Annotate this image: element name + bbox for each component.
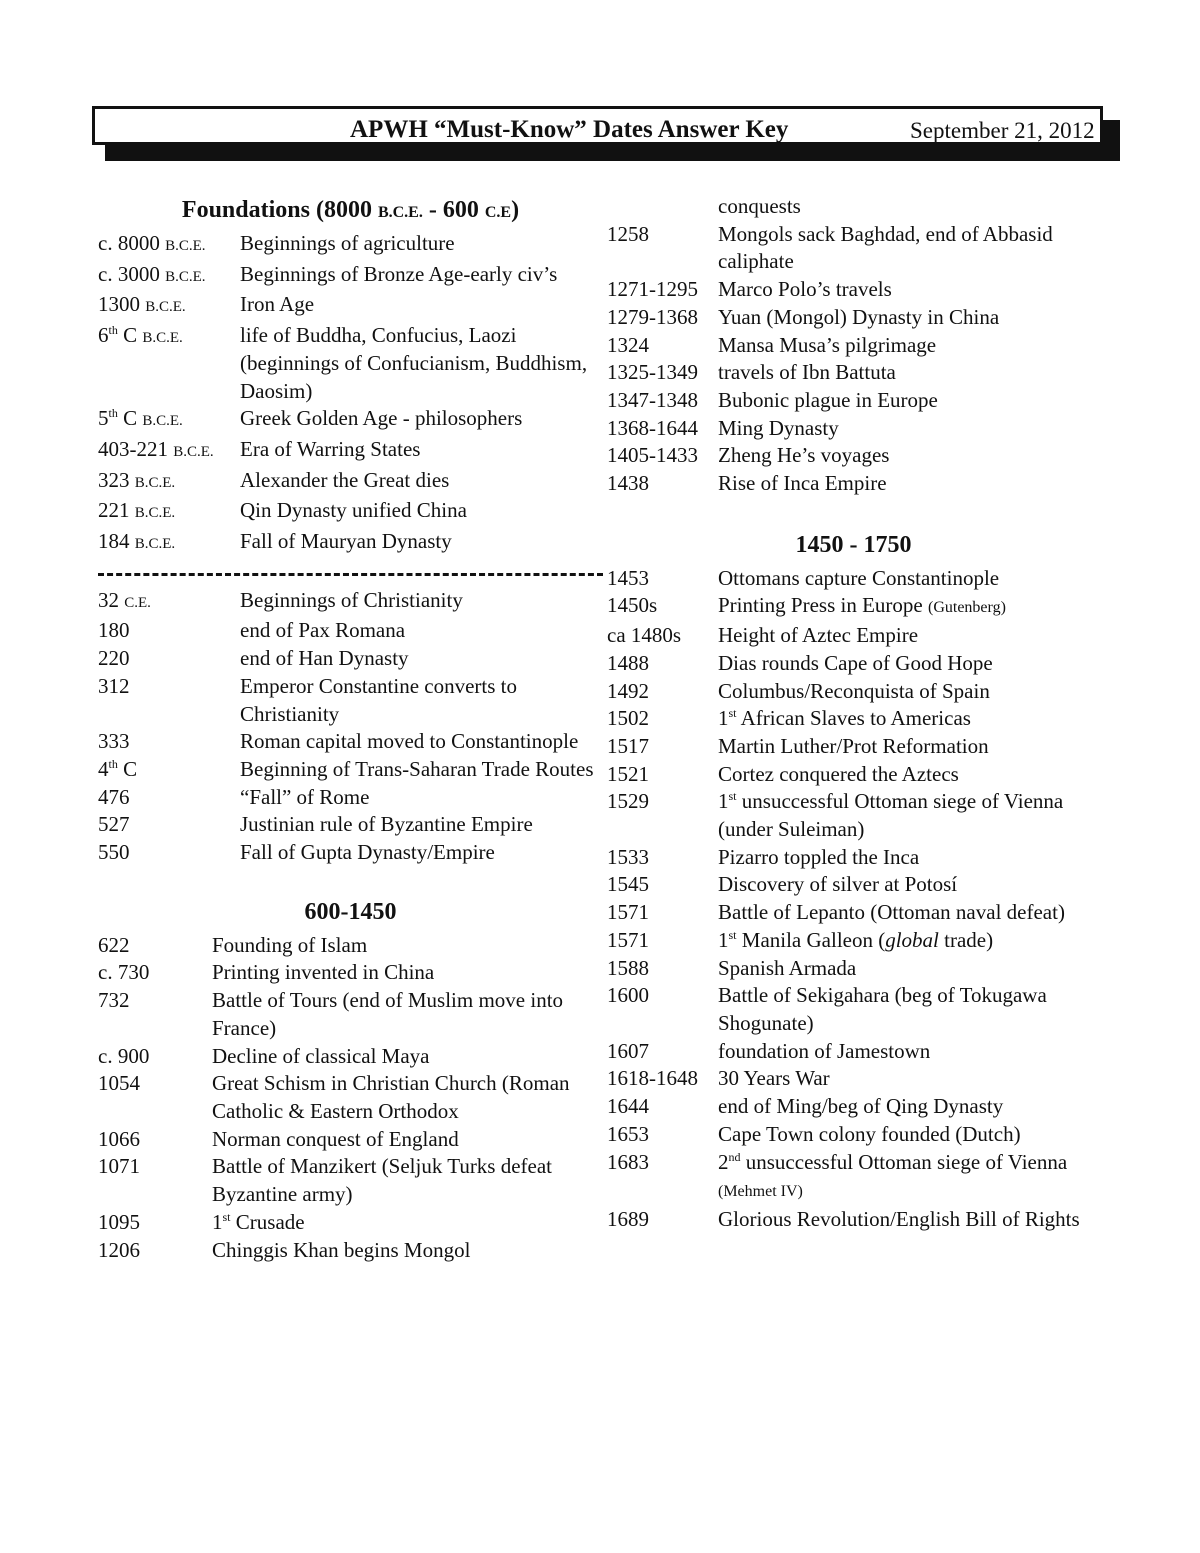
entry-date: 1533 xyxy=(607,844,649,869)
entry-event: “Fall” of Rome xyxy=(240,784,370,809)
period-600-1450-list-continued xyxy=(607,193,1100,498)
period-600-1450-list xyxy=(98,932,603,1264)
entry-date: c. 8000 B.C.E. xyxy=(98,231,206,255)
entry-date: 221 B.C.E. xyxy=(98,498,176,523)
entry-event: life of Buddha, Confucius, Laozi (beginnings of Confucianism, Buddhism, Daosim) xyxy=(240,323,588,403)
entry-event: Bubonic plague in Europe xyxy=(718,387,938,412)
entry-event: end of Pax Romana xyxy=(240,618,406,643)
entry-date: 32 C.E. xyxy=(98,587,151,612)
entry-event: Mansa Musa’s pilgrimage xyxy=(718,332,937,357)
timeline-entry xyxy=(607,1149,1100,1206)
timeline-entry xyxy=(98,322,603,405)
timeline-entry xyxy=(607,1206,1100,1234)
entry-event: Great Schism in Christian Church (Roman Catholic & Eastern Orthodox xyxy=(212,1071,570,1123)
timeline-entry xyxy=(607,622,1100,650)
entry-date: 1438 xyxy=(607,471,649,496)
entry-date: 1453 xyxy=(607,565,649,590)
timeline-entry xyxy=(98,756,603,784)
entry-event: Justinian rule of Byzantine Empire xyxy=(240,812,533,837)
entry-date: 184 B.C.E. xyxy=(98,529,176,554)
entry-date: 333 xyxy=(98,729,130,754)
entry-date: c. 730 xyxy=(98,960,150,985)
entry-date: 1405-1433 xyxy=(607,443,698,468)
entry-date: 1529 xyxy=(607,789,649,814)
timeline-entry xyxy=(98,405,603,436)
entry-date: 732 xyxy=(98,988,130,1013)
entry-event: Battle of Lepanto (Ottoman naval defeat) xyxy=(718,900,1065,925)
entry-date: 4th C xyxy=(98,756,138,781)
entry-date: 1683 xyxy=(607,1149,649,1174)
timeline-entry xyxy=(98,839,603,867)
entry-event: Iron Age xyxy=(240,292,315,317)
entry-date: c. 900 xyxy=(98,1043,150,1068)
timeline-entry xyxy=(607,733,1100,761)
entry-event: Beginnings of Bronze Age-early civ’s xyxy=(240,261,558,286)
entry-event: Norman conquest of England xyxy=(212,1126,459,1151)
timeline-entry xyxy=(607,221,1100,276)
entry-event: travels of Ibn Battuta xyxy=(718,360,896,385)
entry-date: 1521 xyxy=(607,761,649,786)
entry-date: c. 3000 B.C.E. xyxy=(98,261,206,286)
entry-date: 1325-1349 xyxy=(607,360,698,385)
entry-date: 1502 xyxy=(607,706,649,731)
entry-event: Height of Aztec Empire xyxy=(718,623,919,648)
entry-event: Chinggis Khan begins Mongol xyxy=(212,1237,471,1262)
timeline-entry xyxy=(98,811,603,839)
timeline-entry xyxy=(607,650,1100,678)
dashed-divider xyxy=(98,559,603,587)
entry-date: 1095 xyxy=(98,1209,140,1234)
timeline-entry xyxy=(98,1043,603,1071)
timeline-entry xyxy=(607,1121,1100,1149)
entry-date: 527 xyxy=(98,812,130,837)
entry-date: 403-221 B.C.E. xyxy=(98,436,214,461)
entry-event: Yuan (Mongol) Dynasty in China xyxy=(718,304,1000,329)
entry-event: Fall of Mauryan Dynasty xyxy=(240,529,452,554)
entry-event: Cortez conquered the Aztecs xyxy=(718,761,959,786)
entry-date: 1279-1368 xyxy=(607,304,698,329)
entry-date: 1258 xyxy=(607,221,649,246)
timeline-entry xyxy=(98,1070,603,1125)
entry-date: 1300 B.C.E. xyxy=(98,292,186,317)
entry-date: 220 xyxy=(98,646,130,671)
entry-date: 1517 xyxy=(607,733,649,758)
entry-event: Discovery of silver at Potosí xyxy=(718,872,958,897)
entry-date: 1271-1295 xyxy=(607,277,698,302)
timeline-entry xyxy=(98,291,603,322)
entry-event: Founding of Islam xyxy=(212,932,368,957)
entry-event: Battle of Manzikert (Seljuk Turks defeat Byzantine army) xyxy=(212,1154,553,1207)
entry-event: 2nd unsuccessful Ottoman siege of Vienna (Mehmet IV) xyxy=(718,1149,1068,1201)
timeline-entry xyxy=(607,871,1100,899)
right-column xyxy=(607,193,1100,1234)
entry-event: 1st African Slaves to Americas xyxy=(718,706,971,731)
timeline-entry xyxy=(98,230,603,261)
timeline-entry xyxy=(607,415,1100,443)
timeline-entry xyxy=(98,784,603,812)
entry-date: 1644 xyxy=(607,1094,649,1119)
entry-event: 1st Manila Galleon (global trade) xyxy=(718,927,994,952)
section-title-foundations: Foundations (8000 B.C.E. - 600 C.E) xyxy=(181,197,520,223)
timeline-entry xyxy=(607,899,1100,927)
entry-date: 1066 xyxy=(98,1126,140,1151)
entry-event: Beginnings of agriculture xyxy=(240,231,455,255)
entry-event: Battle of Tours (end of Muslim move into France) xyxy=(212,988,564,1040)
entry-event: Era of Warring States xyxy=(240,436,421,461)
entry-event: Qin Dynasty unified China xyxy=(240,498,467,523)
entry-event: Columbus/Reconquista of Spain xyxy=(718,678,990,703)
foundations-list-ce xyxy=(98,587,603,867)
entry-event: Ming Dynasty xyxy=(718,415,839,440)
entry-event: Ottomans capture Constantinople xyxy=(718,565,1000,590)
timeline-entry xyxy=(607,1065,1100,1093)
entry-event: Printing Press in Europe (Gutenberg) xyxy=(718,593,1006,618)
entry-date: 1653 xyxy=(607,1121,649,1146)
entry-event: Mongols sack Baghdad, end of Abbasid caliphate xyxy=(718,221,1053,274)
timeline-entry xyxy=(98,467,603,498)
entry-date: 1324 xyxy=(607,332,649,357)
entry-event: Printing invented in China xyxy=(212,960,435,985)
timeline-entry xyxy=(607,982,1100,1037)
entry-event: Spanish Armada xyxy=(718,955,857,980)
entry-date: 1689 xyxy=(607,1206,649,1231)
timeline-entry xyxy=(607,387,1100,415)
timeline-entry xyxy=(98,673,603,728)
timeline-entry xyxy=(98,728,603,756)
entry-date: 1450s xyxy=(607,593,658,618)
entry-event: Zheng He’s voyages xyxy=(718,443,890,468)
entry-date xyxy=(607,193,718,221)
entry-event: Martin Luther/Prot Reformation xyxy=(718,733,989,758)
entry-date: 1054 xyxy=(98,1071,140,1096)
entry-event: Fall of Gupta Dynasty/Empire xyxy=(240,840,495,865)
timeline-entry xyxy=(98,1126,603,1154)
entry-event: Glorious Revolution/English Bill of Rights xyxy=(718,1206,1080,1231)
timeline-entry xyxy=(98,1237,603,1265)
timeline-entry xyxy=(607,470,1100,498)
timeline-entry xyxy=(607,592,1100,622)
timeline-entry xyxy=(607,304,1100,332)
entry-date: 1618-1648 xyxy=(607,1066,698,1091)
entry-date: 180 xyxy=(98,618,130,643)
entry-date: 1347-1348 xyxy=(607,387,698,412)
entry-event: foundation of Jamestown xyxy=(718,1038,931,1063)
left-column xyxy=(98,193,603,1264)
timeline-entry xyxy=(607,359,1100,387)
timeline-entry xyxy=(607,332,1100,360)
entry-date: 1545 xyxy=(607,872,649,897)
timeline-entry xyxy=(98,528,603,559)
entry-date: 1071 xyxy=(98,1154,140,1179)
timeline-entry xyxy=(98,497,603,528)
timeline-entry xyxy=(98,617,603,645)
timeline-entry xyxy=(607,844,1100,872)
timeline-entry xyxy=(607,1093,1100,1121)
timeline-entry xyxy=(607,705,1100,733)
entry-event: Pizarro toppled the Inca xyxy=(718,844,920,869)
entry-date: 312 xyxy=(98,673,130,698)
entry-event: Cape Town colony founded (Dutch) xyxy=(718,1121,1021,1146)
entry-date: 1206 xyxy=(98,1237,140,1262)
entry-event: Battle of Sekigahara (beg of Tokugawa Shogunate) xyxy=(718,983,1047,1035)
timeline-entry xyxy=(98,645,603,673)
entry-event: end of Ming/beg of Qing Dynasty xyxy=(718,1094,1004,1119)
entry-event: Alexander the Great dies xyxy=(240,467,450,492)
entry-date: 323 B.C.E. xyxy=(98,467,176,492)
section-title-1450-1750: 1450 - 1750 xyxy=(795,531,912,558)
period-1450-1750-list xyxy=(607,565,1100,1234)
entry-date: 550 xyxy=(98,840,130,865)
entry-date: 5th C B.C.E. xyxy=(98,406,183,431)
entry-date: 1571 xyxy=(607,927,649,952)
entry-date: 1607 xyxy=(607,1038,649,1063)
timeline-entry xyxy=(98,959,603,987)
document-date: September 21, 2012 xyxy=(910,118,1095,143)
timeline-entry xyxy=(607,193,1100,221)
timeline-entry xyxy=(607,565,1100,593)
timeline-entry xyxy=(98,261,603,292)
entry-event: Dias rounds Cape of Good Hope xyxy=(718,650,993,675)
entry-date: 1571 xyxy=(607,900,649,925)
entry-date: ca 1480s xyxy=(607,623,682,648)
section-title-600-1450: 600-1450 xyxy=(304,898,397,925)
entry-date: 476 xyxy=(98,784,130,809)
timeline-entry xyxy=(98,1153,603,1208)
entry-date: 1368-1644 xyxy=(607,415,698,440)
entry-event: conquests xyxy=(718,194,801,218)
entry-event: Marco Polo’s travels xyxy=(718,277,892,302)
entry-event: Rise of Inca Empire xyxy=(718,471,887,496)
entry-event: 30 Years War xyxy=(718,1066,830,1091)
entry-event: Roman capital moved to Constantinople xyxy=(240,729,579,754)
entry-date: 622 xyxy=(98,932,130,957)
timeline-entry xyxy=(98,436,603,467)
entry-event: end of Han Dynasty xyxy=(240,646,409,671)
entry-date: 1588 xyxy=(607,955,649,980)
timeline-entry xyxy=(98,987,603,1042)
timeline-entry xyxy=(607,761,1100,789)
timeline-entry xyxy=(607,276,1100,304)
timeline-entry xyxy=(607,442,1100,470)
entry-event: Greek Golden Age - philosophers xyxy=(240,406,523,431)
entry-date: 6th C B.C.E. xyxy=(98,323,183,348)
document-title: APWH “Must-Know” Dates Answer Key xyxy=(350,116,789,143)
entry-event: 1st unsuccessful Ottoman siege of Vienna (under Suleiman) xyxy=(718,789,1064,842)
foundations-list-bce xyxy=(98,230,603,559)
timeline-entry xyxy=(607,678,1100,706)
timeline-entry xyxy=(98,932,603,960)
timeline-entry xyxy=(607,927,1100,955)
timeline-entry xyxy=(607,788,1100,843)
entry-date: 1488 xyxy=(607,650,649,675)
timeline-entry xyxy=(607,955,1100,983)
entry-date: 1492 xyxy=(607,678,649,703)
timeline-entry xyxy=(607,1038,1100,1066)
entry-event: Decline of classical Maya xyxy=(212,1043,430,1068)
entry-date: 1600 xyxy=(607,983,649,1008)
timeline-entry xyxy=(98,587,603,618)
entry-event: Emperor Constantine converts to Christianity xyxy=(240,673,518,726)
timeline-entry xyxy=(98,1209,603,1237)
entry-event: 1st Crusade xyxy=(212,1209,305,1234)
entry-event: Beginnings of Christianity xyxy=(240,587,463,612)
entry-event: Beginning of Trans-Saharan Trade Routes xyxy=(240,756,594,781)
